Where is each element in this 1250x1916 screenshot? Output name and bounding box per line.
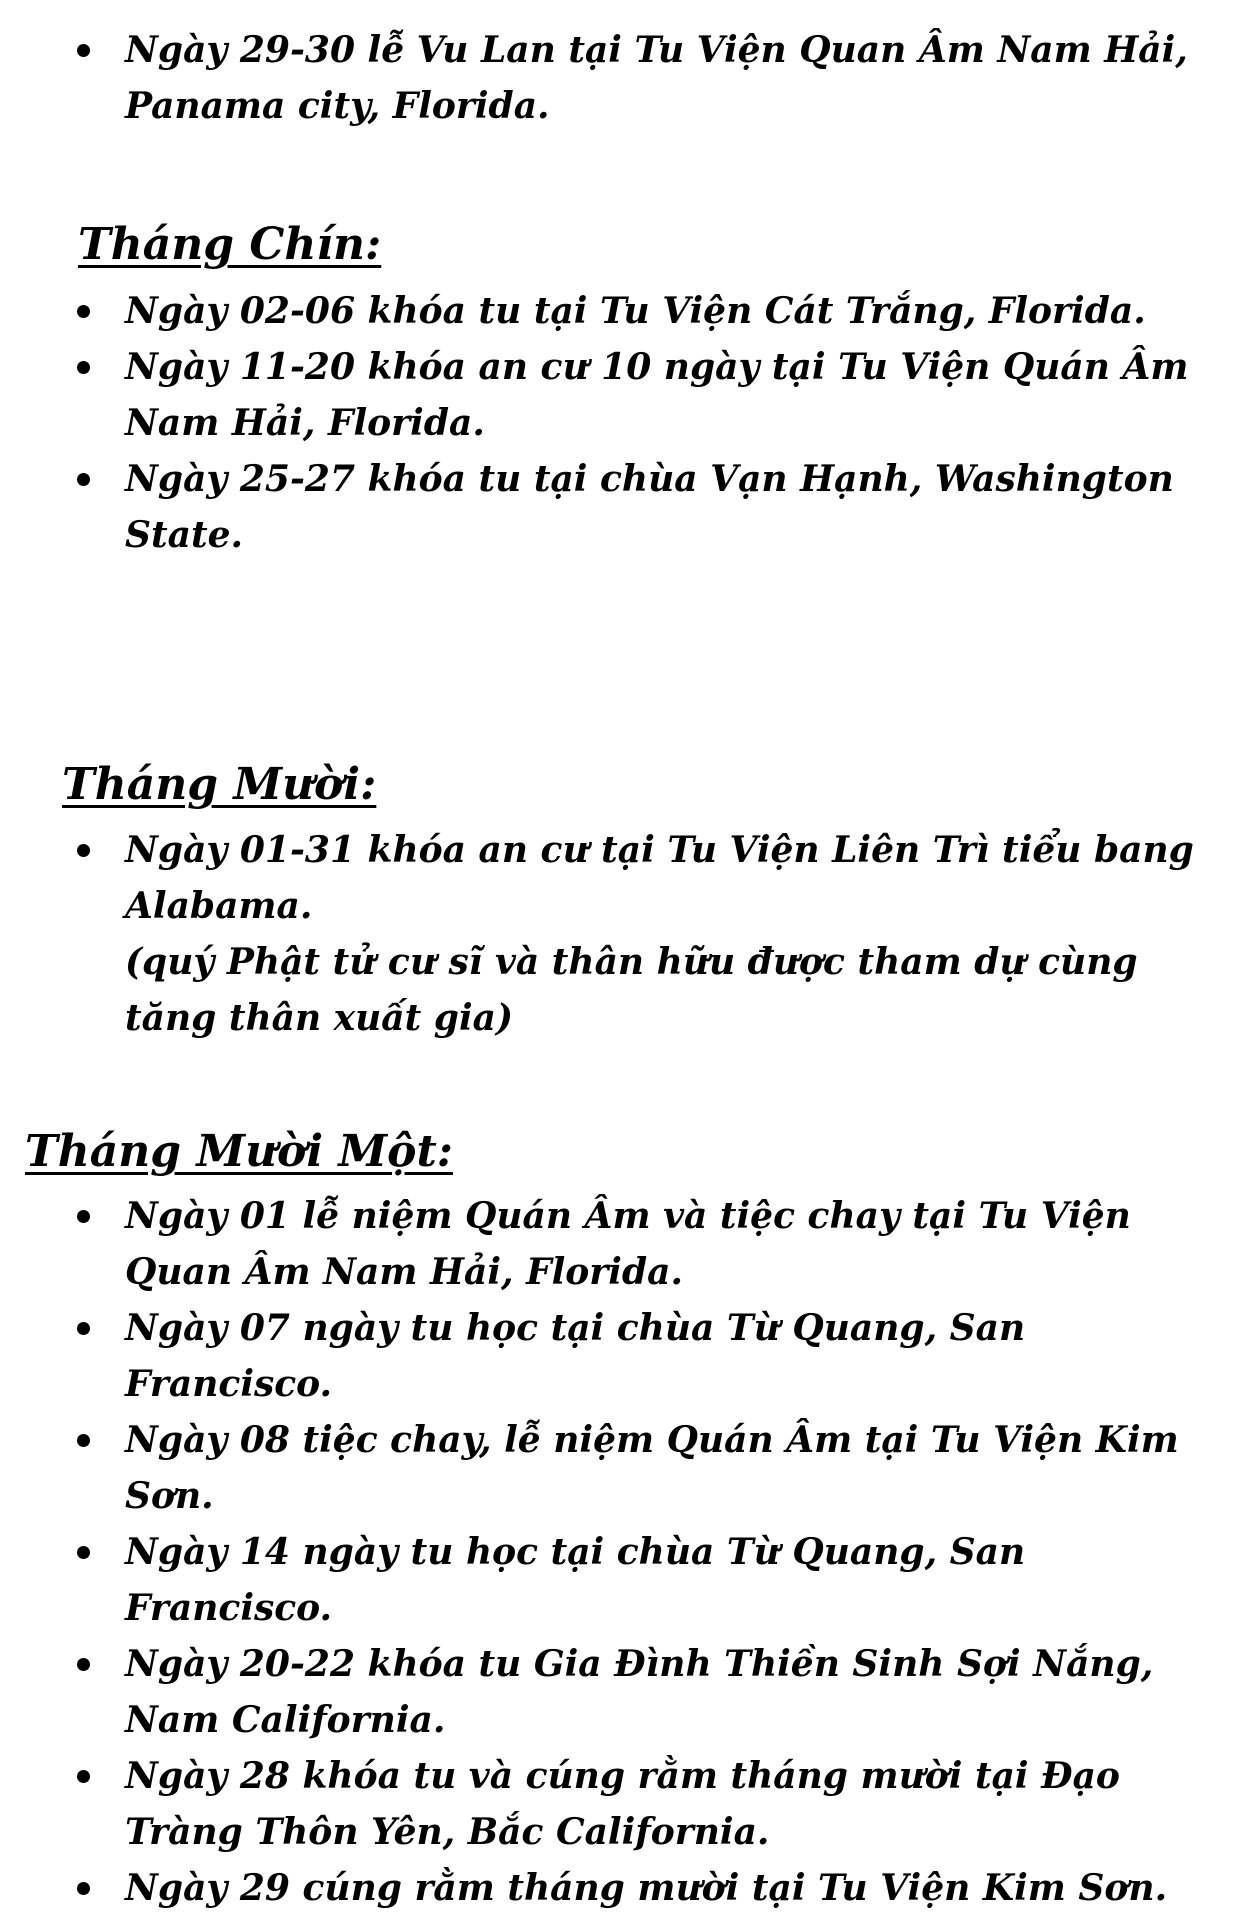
event-text: Ngày 20-22 khóa tu Gia Đình Thiền Sinh Sợi Nắng, Nam California. (125, 1643, 1154, 1741)
event-text: Ngày 01 lễ niệm Quán Âm và tiệc chay tại Tu Viện Quan Âm Nam Hải, Florida. (125, 1195, 1131, 1293)
event-text: Ngày 07 ngày tu học tại chùa Từ Quang, San Francisco. (125, 1307, 1026, 1405)
event-text: Ngày 11-20 khóa an cư 10 ngày tại Tu Viện Quán Âm Nam Hải, Florida. (125, 346, 1189, 444)
list-item (125, 1860, 1240, 1916)
bullet-icon (77, 1434, 90, 1447)
event-list (125, 822, 1240, 1046)
list-item (125, 1524, 1240, 1636)
bullet-icon (77, 361, 90, 374)
list-item (125, 1188, 1240, 1300)
event-text: Ngày 28 khóa tu và cúng rằm tháng mười tại Đạo Tràng Thôn Yên, Bắc California. (125, 1755, 1120, 1853)
event-list (125, 283, 1240, 563)
event-text: Ngày 14 ngày tu học tại chùa Từ Quang, San Francisco. (125, 1531, 1026, 1629)
event-text: Ngày 25-27 khóa tu tại chùa Vạn Hạnh, Washington State. (125, 458, 1174, 556)
list-item (125, 1748, 1240, 1860)
event-list (125, 1188, 1240, 1916)
month-heading: Tháng Mười: (62, 759, 377, 810)
list-item (125, 1636, 1240, 1748)
list-item (125, 1300, 1240, 1412)
bullet-icon (77, 44, 90, 57)
event-text: Ngày 02-06 khóa tu tại Tu Viện Cát Trắng, Florida. (125, 290, 1146, 332)
list-item (125, 1412, 1240, 1524)
list-item (125, 22, 1240, 134)
bullet-icon (77, 1210, 90, 1223)
event-text: Ngày 08 tiệc chay, lễ niệm Quán Âm tại Tu Viện Kim Sơn. (125, 1419, 1179, 1517)
list-item (125, 451, 1240, 563)
event-text: Ngày 29 cúng rằm tháng mười tại Tu Viện Kim Sơn. (125, 1867, 1168, 1909)
event-text: Ngày 01-31 khóa an cư tại Tu Viện Liên Trì tiểu bang Alabama. (125, 829, 1194, 927)
list-item (125, 283, 1240, 339)
month-heading: Tháng Chín: (78, 219, 382, 270)
bullet-icon (77, 1658, 90, 1671)
event-list (125, 22, 1240, 134)
bullet-icon (77, 1322, 90, 1335)
list-item (125, 339, 1240, 451)
list-item (125, 822, 1240, 1046)
bullet-icon (77, 473, 90, 486)
bullet-icon (77, 1770, 90, 1783)
month-heading: Tháng Mười Một: (25, 1126, 454, 1177)
event-text: Ngày 29-30 lễ Vu Lan tại Tu Viện Quan Âm Nam Hải, Panama city, Florida. (125, 29, 1188, 127)
event-note: (quý Phật tử cư sĩ và thân hữu được tham dự cùng tăng thân xuất gia) (125, 941, 1138, 1039)
bullet-icon (77, 305, 90, 318)
bullet-icon (77, 844, 90, 857)
bullet-icon (77, 1546, 90, 1559)
bullet-icon (77, 1882, 90, 1895)
